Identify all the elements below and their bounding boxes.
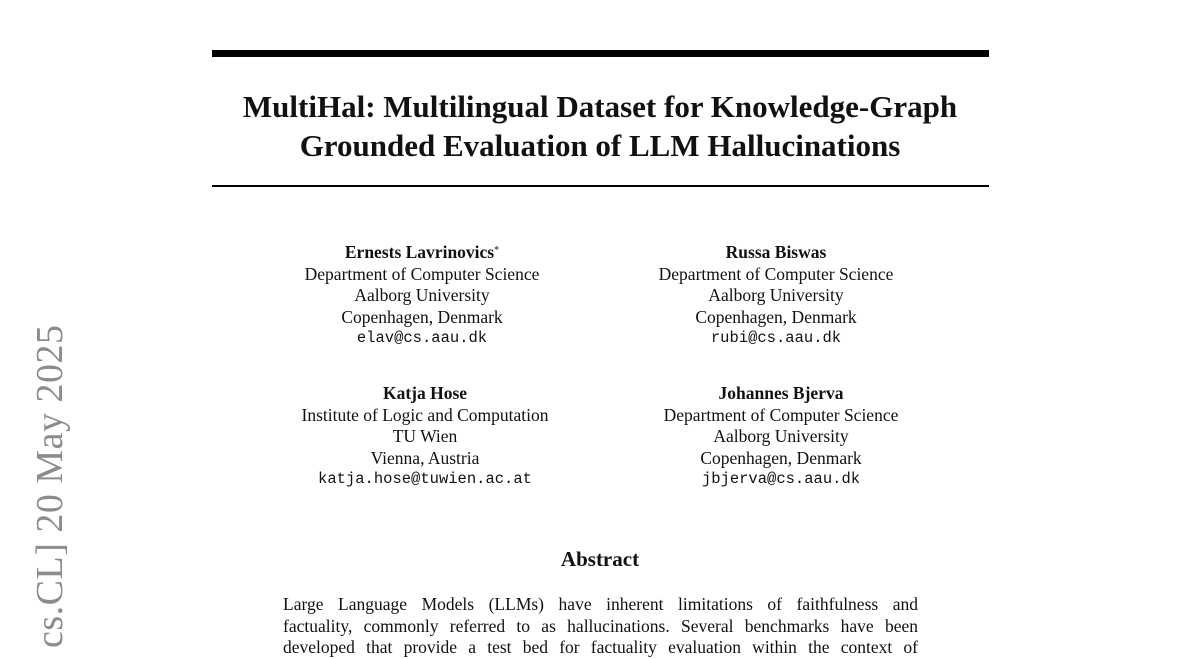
author-institution: Aalborg University [708,285,844,305]
abstract-line: factuality, commonly referred to as hallucinations. Several benchmarks have been [283,615,918,636]
author-location: Vienna, Austria [370,447,480,468]
title-top-rule [212,50,989,57]
author-affiliation: Institute of Logic and Computation [301,404,549,425]
author-name: Johannes Bjerva [718,383,844,403]
author-email: jbjerva@cs.aau.dk [701,470,861,488]
title-bottom-rule [212,185,989,187]
author-block-biswas [606,242,946,350]
author-institution: Aalborg University [713,426,849,446]
paper-title [150,87,1050,165]
author-email: rubi@cs.aau.dk [710,329,842,347]
author-location: Copenhagen, Denmark [695,306,857,327]
author-name: Russa Biswas [725,242,827,262]
author-email: katja.hose@tuwien.ac.at [318,470,532,488]
author-affiliation: Department of Computer Science [304,263,540,284]
title-line-2: Grounded Evaluation of LLM Hallucinations [299,128,901,163]
author-block-hose [255,383,595,491]
abstract-body [283,594,918,659]
author-name: Ernests Lavrinovics* [344,242,500,262]
abstract-line: developed that provide a test bed for factuality evaluation within the context of [283,637,918,657]
author-affiliation: Department of Computer Science [658,263,894,284]
author-affiliation: Department of Computer Science [663,404,899,425]
abstract-heading: Abstract [560,547,640,571]
author-institution: TU Wien [392,426,458,446]
author-name: Katja Hose [382,383,468,403]
author-location: Copenhagen, Denmark [341,306,503,327]
author-location: Copenhagen, Denmark [700,447,862,468]
author-block-bjerva [611,383,951,491]
author-institution: Aalborg University [354,285,490,305]
author-email: elav@cs.aau.dk [356,329,488,347]
abstract-line: Large Language Models (LLMs) have inherent limitations of faithfulness and [283,594,918,614]
arxiv-side-stamp: cs.CL] 20 May 2025 [29,324,71,648]
author-footnote-mark: * [494,245,500,256]
title-line-1: MultiHal: Multilingual Dataset for Knowledge-Graph [242,89,958,124]
author-block-lavrinovics [252,242,592,350]
